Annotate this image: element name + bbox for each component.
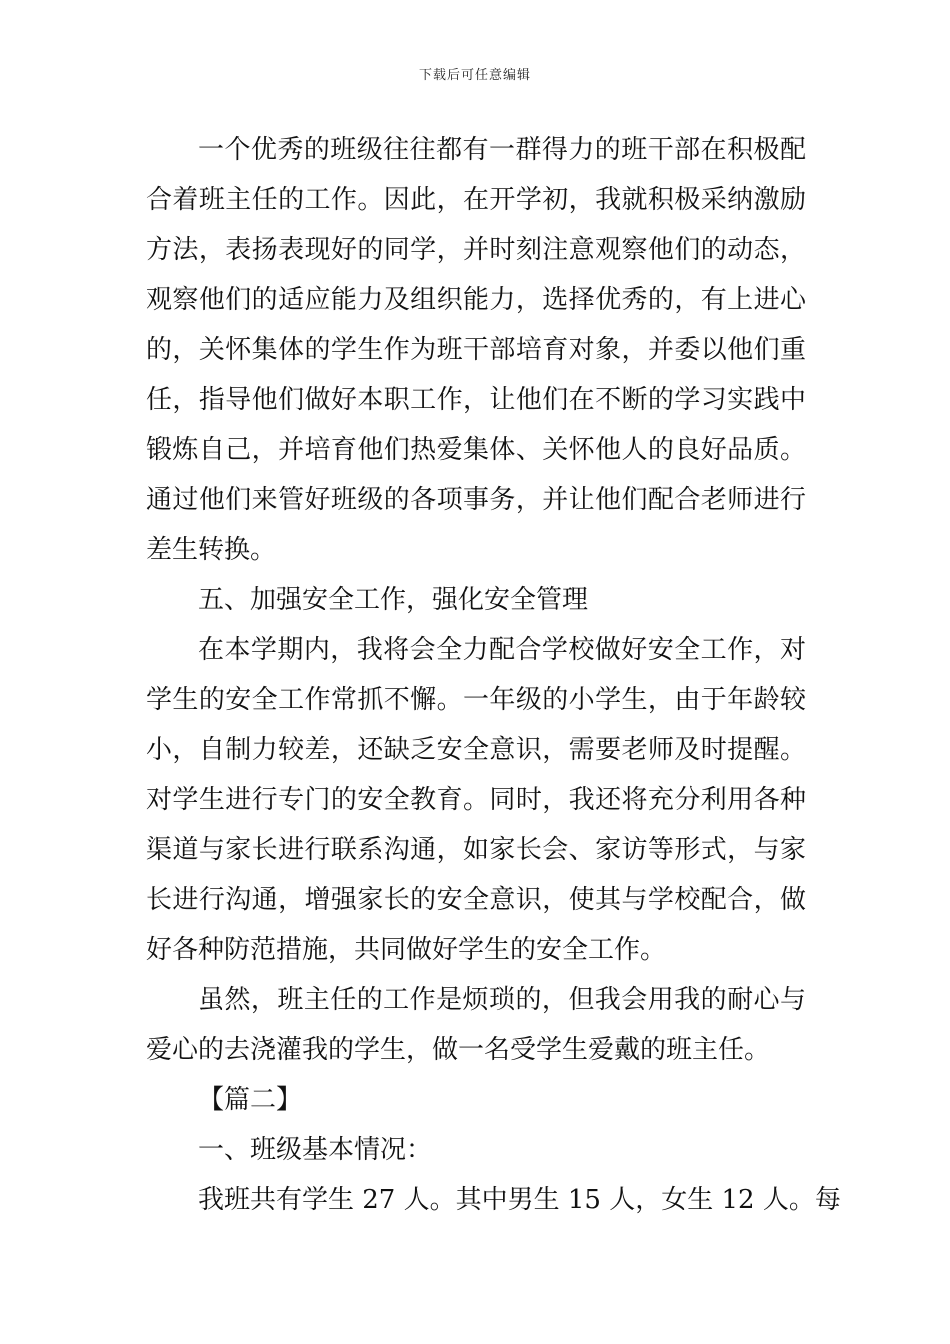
text-line: 观察他们的适应能力及组织能力，选择优秀的，有上进心 <box>146 285 806 315</box>
text-line: 渠道与家长进行联系沟通，如家长会、家访等形式，与家 <box>146 835 806 865</box>
text-line: 的，关怀集体的学生作为班干部培育对象，并委以他们重 <box>146 335 806 365</box>
text-line: 任，指导他们做好本职工作，让他们在不断的学习实践中 <box>146 385 806 415</box>
text-line: 虽然，班主任的工作是烦琐的，但我会用我的耐心与 <box>198 985 806 1015</box>
document-body <box>146 125 841 1225</box>
section-heading: 五、加强安全工作，强化安全管理 <box>198 585 589 615</box>
text-line: 好各种防范措施，共同做好学生的安全工作。 <box>146 935 667 965</box>
text-line: 对学生进行专门的安全教育。同时，我还将充分利用各种 <box>146 785 806 815</box>
text-line: 一个优秀的班级往往都有一群得力的班干部在积极配 <box>198 135 806 165</box>
text-line: 爱心的去浇灌我的学生，做一名受学生爱戴的班主任。 <box>146 1035 771 1065</box>
part-heading: 【篇二】 <box>198 1085 303 1115</box>
text-line: 我班共有学生 27 人。其中男生 15 人，女生 12 人。每 <box>198 1185 841 1215</box>
text-line: 差生转换。 <box>146 535 277 565</box>
page-header: 下载后可任意编辑 <box>418 68 531 83</box>
text-line: 方法，表扬表现好的同学，并时刻注意观察他们的动态， <box>146 235 806 265</box>
text-line: 在本学期内，我将会全力配合学校做好安全工作，对 <box>198 635 806 665</box>
text-line: 锻炼自己，并培育他们热爱集体、关怀他人的良好品质。 <box>146 435 806 465</box>
section-heading: 一、班级基本情况： <box>198 1135 433 1165</box>
text-line: 小，自制力较差，还缺乏安全意识，需要老师及时提醒。 <box>146 735 806 765</box>
text-line: 长进行沟通，增强家长的安全意识，使其与学校配合，做 <box>146 885 806 915</box>
text-line: 通过他们来管好班级的各项事务，并让他们配合老师进行 <box>146 485 806 515</box>
text-line: 合着班主任的工作。因此，在开学初，我就积极采纳激励 <box>146 185 806 215</box>
text-line: 学生的安全工作常抓不懈。一年级的小学生，由于年龄较 <box>146 685 806 715</box>
